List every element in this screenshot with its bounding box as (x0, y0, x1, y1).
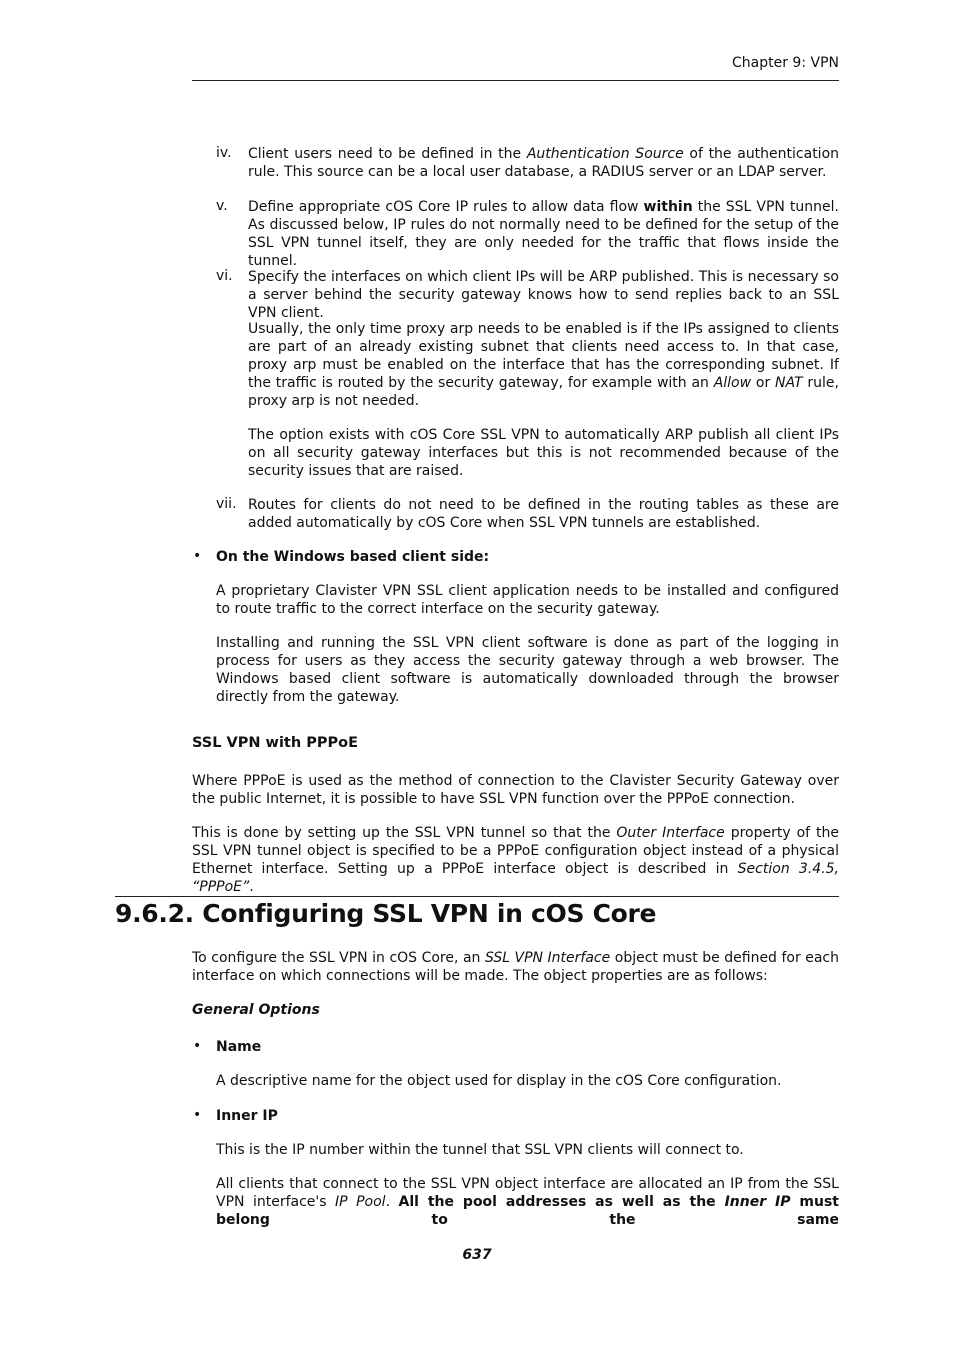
list-number-v: v. (216, 198, 228, 214)
running-header: Chapter 9: VPN (732, 55, 839, 71)
name-description: A descriptive name for the object used for display in the cOS Core configuration. (216, 1073, 782, 1089)
page-number: 637 (462, 1247, 492, 1263)
section-intro: To configure the SSL VPN in cOS Core, an SSL VPN Interface object must be defined for each interface on which connections will be made. The object properties are as follows: (192, 950, 840, 984)
list-number-vii: vii. (216, 496, 237, 512)
list-number-vi: vi. (216, 268, 233, 284)
inner-ip-para-2: All clients that connect to the SSL VPN object interface are allocated an IP from the SSL VPN interface's IP Pool. All the pool addresses as well as the Inner IP must belong to the same (216, 1176, 839, 1228)
list-item-vi-para-2: Usually, the only time proxy arp needs to be enabled is if the IPs assigned to clients are part of an already existing subnet that clients need access to. In that case, proxy arp must be enabled on the interface that has the corresponding subnet. If the traffic is routed by the security gateway, for example with an Allow or NAT rule, proxy arp is not needed. (248, 321, 839, 409)
list-number-iv: iv. (216, 145, 232, 161)
list-item-v: Define appropriate cOS Core IP rules to allow data flow within the SSL VPN tunnel. As discussed below, IP rules do not normally need to be defined for the setup of the SSL VPN tunnel itself, they are only needed for the traffic that flows inside the tunnel. (248, 199, 839, 269)
bullet-name: • (193, 1038, 202, 1054)
list-item-iv: Client users need to be defined in the Authentication Source of the authentication rule. This source can be a local user database, a RADIUS server or an LDAP server. (248, 146, 840, 180)
inner-ip-label: Inner IP (216, 1108, 278, 1124)
section-title: 9.6.2. Configuring SSL VPN in cOS Core (115, 899, 657, 928)
windows-para-2: Installing and running the SSL VPN client software is done as part of the logging in process for users as they access the security gateway through a web browser. The Windows based client software is automatically downloaded through the browser directly from the gateway. (216, 635, 839, 705)
inner-ip-description: This is the IP number within the tunnel that SSL VPN clients will connect to. (216, 1142, 744, 1158)
windows-heading: On the Windows based client side: (216, 549, 490, 565)
list-item-vi-para-3: The option exists with cOS Core SSL VPN to automatically ARP publish all client IPs on all security gateway interfaces but this is not recommended because of the security issues that are raised. (248, 427, 839, 479)
bullet-inner-ip: • (193, 1107, 202, 1123)
header-rule (192, 80, 839, 81)
pppoe-para-2: This is done by setting up the SSL VPN tunnel so that the Outer Interface property of the SSL VPN tunnel object is specified to be a PPPoE configuration object instead of a physical Ethernet interface. Setting up a PPPoE interface object is described in Section 3.4.5, “PPPoE”. (192, 825, 840, 895)
list-item-vii: Routes for clients do not need to be defined in the routing tables as these are added automatically by cOS Core when SSL VPN tunnels are established. (248, 497, 839, 531)
pppoe-para-1: Where PPPoE is used as the method of connection to the Clavister Security Gateway over the public Internet, it is possible to have SSL VPN function over the PPPoE connection. (192, 773, 839, 807)
general-options-heading: General Options (192, 1002, 320, 1018)
name-label: Name (216, 1039, 262, 1055)
list-item-vi: Specify the interfaces on which client IPs will be ARP published. This is necessary so a server behind the security gateway knows how to send replies back to an SSL VPN client. (248, 269, 839, 321)
pppoe-heading: SSL VPN with PPPoE (192, 735, 358, 751)
windows-para-1: A proprietary Clavister VPN SSL client application needs to be installed and configured to route traffic to the correct interface on the security gateway. (216, 583, 839, 617)
section-rule (115, 896, 839, 897)
bullet-windows: • (193, 548, 202, 564)
